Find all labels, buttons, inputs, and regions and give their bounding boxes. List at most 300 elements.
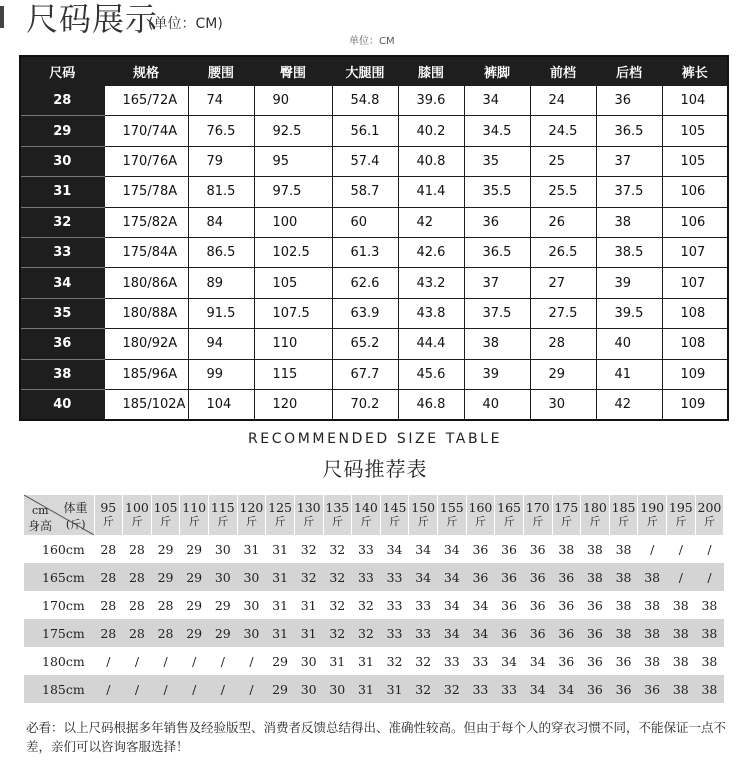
weight-col-header (380, 495, 409, 535)
recommend-cell: 34 (386, 541, 403, 557)
size-cell: 120 (254, 389, 332, 420)
recommend-cell: 33 (443, 653, 460, 669)
weight-col-header (552, 495, 581, 535)
recommend-cell: / (163, 653, 168, 669)
weight-value: 145 (382, 500, 407, 515)
size-cell: 40.8 (398, 146, 464, 176)
size-col-header: 规格 (104, 56, 188, 86)
size-cell: 37 (596, 146, 662, 176)
size-row-label: 31 (20, 177, 104, 207)
recommend-cell: 29 (209, 619, 238, 647)
recommend-cell: 34 (443, 541, 460, 557)
size-cell: 84 (188, 207, 254, 237)
size-cell: 99 (188, 359, 254, 389)
size-table (19, 55, 729, 421)
size-cell: 43.2 (398, 268, 464, 298)
weight-col-header (323, 495, 352, 535)
size-cell: 25.5 (530, 177, 596, 207)
size-col-header: 前档 (530, 56, 596, 86)
weight-value: 155 (439, 500, 464, 515)
size-row-label: 38 (20, 359, 104, 389)
recommend-cell: 31 (380, 675, 409, 703)
size-cell: 185/102A (104, 389, 188, 420)
size-cell: 38.5 (596, 237, 662, 267)
weight-unit: 斤 (245, 515, 257, 528)
size-cell: 42 (596, 389, 662, 420)
weight-col-header (237, 495, 266, 535)
recommend-cell: 33 (495, 675, 524, 703)
weight-col-header (94, 495, 123, 535)
height-label: 180cm (42, 653, 85, 669)
size-cell: 94 (188, 329, 254, 359)
recommend-cell: 38 (638, 619, 667, 647)
weight-value: 105 (153, 500, 178, 515)
recommend-cell: 34 (529, 653, 546, 669)
size-row-label: 33 (20, 237, 104, 267)
page-title: 尺码展示 (26, 0, 159, 38)
size-cell: 26.5 (530, 237, 596, 267)
recommend-cell: 32 (294, 563, 323, 591)
recommend-cell: 38 (558, 541, 575, 557)
size-cell: 36.5 (596, 116, 662, 146)
size-row-label: 34 (20, 268, 104, 298)
size-col-header: 臀围 (254, 56, 332, 86)
recommend-cell: / (192, 653, 197, 669)
size-cell: 115 (254, 359, 332, 389)
size-cell: 25 (530, 146, 596, 176)
size-cell: 91.5 (188, 298, 254, 328)
size-row-label: 36 (20, 329, 104, 359)
recommend-cell: 31 (243, 541, 260, 557)
recommend-cell: 31 (272, 597, 289, 613)
recommend-cell: 30 (300, 653, 317, 669)
size-cell: 105 (662, 146, 728, 176)
size-cell: 41 (596, 359, 662, 389)
weight-value: 185 (611, 500, 636, 515)
recommend-cell: 34 (438, 619, 467, 647)
size-table-row (20, 86, 728, 116)
size-table-row (20, 298, 728, 328)
weight-unit: 斤 (389, 515, 401, 528)
weight-unit: 斤 (646, 515, 658, 528)
recommend-row (24, 647, 724, 675)
weight-col-header (523, 495, 552, 535)
recommend-cell: / (94, 675, 123, 703)
recommend-cell: 31 (329, 653, 346, 669)
weight-value: 95 (100, 500, 117, 515)
size-cell: 24 (530, 86, 596, 116)
weight-value: 100 (125, 500, 149, 515)
weight-value: 195 (668, 500, 693, 515)
size-cell: 58.7 (332, 177, 398, 207)
size-table-row (20, 389, 728, 420)
weight-col-header (180, 495, 209, 535)
recommend-cell: 34 (415, 541, 432, 557)
recommend-cell: 29 (180, 563, 209, 591)
recommend-table (24, 495, 724, 703)
sub-unit-label: 单位：CM (349, 36, 395, 47)
recommend-cell: 32 (438, 675, 467, 703)
size-cell: 63.9 (332, 298, 398, 328)
recommend-cell: 36 (529, 597, 546, 613)
recommend-cell: 30 (323, 675, 352, 703)
recommend-cell: 36 (523, 619, 552, 647)
size-cell: 39 (596, 268, 662, 298)
recommend-cell: 30 (243, 597, 260, 613)
size-cell: 90 (254, 86, 332, 116)
recommend-cell: / (123, 675, 152, 703)
size-cell: 35 (464, 146, 530, 176)
recommend-cell: 38 (638, 563, 667, 591)
weight-col-header (209, 495, 238, 535)
size-cell: 106 (662, 207, 728, 237)
size-cell: 175/78A (104, 177, 188, 207)
size-row-label: 32 (20, 207, 104, 237)
recommend-cell: 30 (237, 619, 266, 647)
size-row-label: 40 (20, 389, 104, 420)
recommend-cell: / (678, 541, 683, 557)
recommend-cell: 31 (352, 675, 381, 703)
recommend-cell: 32 (409, 675, 438, 703)
recommend-cell: 32 (352, 619, 381, 647)
corner-cm-label: cm (32, 504, 49, 517)
weight-value: 130 (296, 500, 321, 515)
size-cell: 67.7 (332, 359, 398, 389)
weight-value: 135 (325, 500, 350, 515)
weight-value: 175 (554, 500, 579, 515)
size-cell: 40 (464, 389, 530, 420)
recommend-cell: 32 (323, 563, 352, 591)
weight-unit: 斤 (188, 515, 200, 528)
unit-label: (单位：CM) (148, 16, 223, 32)
weight-value: 190 (640, 500, 665, 515)
size-cell: 43.8 (398, 298, 464, 328)
weight-value: 150 (411, 500, 436, 515)
recommend-cell: 36 (466, 563, 495, 591)
size-cell: 104 (662, 86, 728, 116)
size-cell: 175/82A (104, 207, 188, 237)
size-cell: 56.1 (332, 116, 398, 146)
size-cell: 100 (254, 207, 332, 237)
recommend-row (24, 619, 724, 647)
recommend-cell: / (134, 653, 140, 669)
recommend-cell: 28 (100, 597, 117, 613)
weight-unit: 斤 (703, 515, 715, 528)
size-note: 必看：以上尺码根据多年销售及经验版型、消费者反馈总结得出、准确性较高。但由于每个人的穿衣习惯不同，不能保证一点不差，亲们可以咨询客服选择！ (26, 720, 727, 754)
recommend-cell: 29 (186, 597, 203, 613)
size-cell: 180/88A (104, 298, 188, 328)
recommend-cell: 30 (214, 541, 231, 557)
recommend-cell: 30 (237, 563, 266, 591)
recommend-cell: 34 (409, 563, 438, 591)
weight-unit: 斤 (417, 515, 429, 528)
size-table-row (20, 359, 728, 389)
weight-unit: 斤 (331, 515, 343, 528)
recommend-cell: 34 (443, 597, 460, 613)
size-cell: 26 (530, 207, 596, 237)
size-col-header: 尺码 (20, 56, 104, 86)
weight-value: 140 (354, 500, 378, 515)
weight-unit: 斤 (160, 515, 172, 528)
recommend-cell: 36 (501, 597, 518, 613)
recommend-cell: 34 (466, 619, 495, 647)
weight-value: 180 (583, 500, 607, 515)
recommend-cell: 32 (323, 619, 352, 647)
size-cell: 107 (662, 237, 728, 267)
size-cell: 110 (254, 329, 332, 359)
weight-value: 120 (239, 500, 264, 515)
page-header (0, 0, 750, 48)
weight-value: 115 (210, 500, 235, 515)
recommend-cell: 38 (609, 619, 638, 647)
size-cell: 36 (596, 86, 662, 116)
size-cell: 24.5 (530, 116, 596, 146)
size-row-label: 28 (20, 86, 104, 116)
weight-col-header (638, 495, 667, 535)
recommend-cell: 31 (357, 653, 374, 669)
corner-height-label: 身高 (28, 519, 53, 533)
recommend-cell: 38 (644, 597, 661, 613)
recommend-cell: 34 (501, 653, 518, 669)
recommend-cell: 38 (701, 597, 718, 613)
recommend-cell: 36 (586, 653, 603, 669)
height-label: 170cm (42, 597, 85, 613)
recommend-cell: / (650, 541, 655, 557)
recommend-cell: 36 (615, 653, 632, 669)
size-cell: 27 (530, 268, 596, 298)
size-table-row (20, 177, 728, 207)
height-label: 165cm (24, 563, 94, 591)
recommend-cell: 38 (615, 597, 632, 613)
size-table-header-row (20, 56, 728, 86)
recommend-cell: 28 (100, 541, 117, 557)
size-cell: 105 (662, 116, 728, 146)
recommend-cell: 32 (300, 541, 317, 557)
recommend-cell: / (237, 675, 266, 703)
size-table-row (20, 329, 728, 359)
recommend-cell: 38 (586, 541, 603, 557)
recommend-cell: 38 (615, 541, 632, 557)
weight-value: 160 (468, 500, 493, 515)
recommend-row (24, 591, 724, 619)
size-cell: 45.6 (398, 359, 464, 389)
weight-value: 165 (497, 500, 521, 515)
size-cell: 36 (464, 207, 530, 237)
recommend-cell: 29 (186, 541, 203, 557)
weight-unit: 斤 (560, 515, 572, 528)
weight-col-header (581, 495, 610, 535)
recommend-cell: 33 (380, 563, 409, 591)
size-cell: 44.4 (398, 329, 464, 359)
height-label: 175cm (24, 619, 94, 647)
recommend-cell: 34 (523, 675, 552, 703)
weight-unit: 斤 (675, 515, 687, 528)
size-table-row (20, 207, 728, 237)
size-cell: 28 (530, 329, 596, 359)
size-cell: 37.5 (464, 298, 530, 328)
size-cell: 65.2 (332, 329, 398, 359)
weight-unit: 斤 (360, 515, 372, 528)
recommend-cell: 36 (581, 619, 610, 647)
weight-value: 125 (268, 500, 292, 515)
recommend-cell: 38 (644, 653, 661, 669)
weight-col-header (667, 495, 696, 535)
size-cell: 39 (464, 359, 530, 389)
size-cell: 37.5 (596, 177, 662, 207)
weight-value: 110 (182, 500, 207, 515)
recommend-cell: 29 (180, 619, 209, 647)
recommend-cell: 38 (581, 563, 610, 591)
size-cell: 165/72A (104, 86, 188, 116)
size-cell: 37 (464, 268, 530, 298)
size-cell: 170/76A (104, 146, 188, 176)
size-cell: 97.5 (254, 177, 332, 207)
size-cell: 105 (254, 268, 332, 298)
recommend-cell: 33 (357, 541, 374, 557)
recommend-cell: 38 (695, 619, 724, 647)
size-cell: 109 (662, 359, 728, 389)
recommend-cell: 32 (329, 541, 346, 557)
size-col-header: 裤长 (662, 56, 728, 86)
recommend-cell: 31 (266, 563, 295, 591)
size-cell: 92.5 (254, 116, 332, 146)
recommend-cell: 38 (672, 597, 689, 613)
size-cell: 106 (662, 177, 728, 207)
size-cell: 35.5 (464, 177, 530, 207)
recommend-cell: 38 (667, 619, 696, 647)
weight-unit: 斤 (274, 515, 286, 528)
weight-unit: 斤 (503, 515, 515, 528)
recommend-cell: 36 (638, 675, 667, 703)
recommend-cell: 28 (128, 597, 145, 613)
size-cell: 104 (188, 389, 254, 420)
recommend-cell: 34 (472, 597, 489, 613)
size-cell: 38 (596, 207, 662, 237)
recommend-cell: / (209, 675, 238, 703)
size-col-header: 后档 (596, 56, 662, 86)
size-cell: 86.5 (188, 237, 254, 267)
recommend-cell: 36 (552, 563, 581, 591)
recommend-cell: / (106, 653, 111, 669)
recommend-cell: 28 (157, 597, 174, 613)
height-label: 160cm (42, 541, 85, 557)
recommend-cell: 32 (357, 597, 374, 613)
size-cell: 42.6 (398, 237, 464, 267)
recommend-cell: 31 (272, 541, 289, 557)
recommend-cell: / (151, 675, 180, 703)
size-cell: 70.2 (332, 389, 398, 420)
recommend-cell: 33 (386, 597, 403, 613)
recommend-cell: 28 (151, 619, 180, 647)
size-table-row (20, 116, 728, 146)
recommend-cell: 38 (609, 563, 638, 591)
size-cell: 27.5 (530, 298, 596, 328)
size-cell: 102.5 (254, 237, 332, 267)
recommend-cell: 32 (386, 653, 403, 669)
weight-col-header (294, 495, 323, 535)
recommend-title-en: RECOMMENDED SIZE TABLE (247, 431, 503, 447)
weight-col-header (266, 495, 295, 535)
size-cell: 74 (188, 86, 254, 116)
recommend-cell: 29 (157, 541, 174, 557)
recommend-cell: 36 (581, 675, 610, 703)
size-cell: 54.8 (332, 86, 398, 116)
weight-col-header (409, 495, 438, 535)
recommend-title-cn: 尺码推荐表 (322, 457, 428, 481)
recommend-cell: / (249, 653, 254, 669)
recommend-cell: 31 (266, 619, 295, 647)
recommend-cell: 36 (472, 541, 489, 557)
weight-unit: 斤 (217, 515, 229, 528)
size-cell: 41.4 (398, 177, 464, 207)
recommend-cell: 33 (415, 597, 432, 613)
recommend-cell: 28 (94, 619, 123, 647)
recommend-cell: 29 (151, 563, 180, 591)
size-cell: 107 (662, 268, 728, 298)
recommend-cell: 30 (294, 675, 323, 703)
weight-col-header (495, 495, 524, 535)
size-col-header: 裤脚 (464, 56, 530, 86)
weight-col-header (438, 495, 467, 535)
size-cell: 109 (662, 389, 728, 420)
size-cell: 81.5 (188, 177, 254, 207)
corner-jin-label: (斤) (65, 518, 86, 531)
height-label: 185cm (24, 675, 94, 703)
corner-cell (24, 495, 94, 535)
recommend-cell: 36 (609, 675, 638, 703)
size-cell: 108 (662, 298, 728, 328)
size-table-row (20, 237, 728, 267)
recommend-cell: 32 (329, 597, 346, 613)
recommend-cell: 38 (695, 675, 724, 703)
recommend-cell: / (667, 563, 696, 591)
recommend-cell: 36 (501, 541, 518, 557)
size-cell: 34.5 (464, 116, 530, 146)
size-cell: 108 (662, 329, 728, 359)
recommend-cell: 31 (294, 619, 323, 647)
recommend-cell: 33 (472, 653, 489, 669)
recommend-cell: / (707, 541, 712, 557)
size-cell: 61.3 (332, 237, 398, 267)
size-cell: 170/74A (104, 116, 188, 146)
size-cell: 180/92A (104, 329, 188, 359)
size-cell: 38 (464, 329, 530, 359)
recommend-cell: 29 (272, 653, 289, 669)
size-cell: 76.5 (188, 116, 254, 146)
size-cell: 34 (464, 86, 530, 116)
size-cell: 30 (530, 389, 596, 420)
corner-weight-label: 体重 (63, 501, 88, 515)
size-cell: 89 (188, 268, 254, 298)
size-col-header: 膝围 (398, 56, 464, 86)
recommend-cell: 29 (214, 597, 231, 613)
size-cell: 60 (332, 207, 398, 237)
recommend-cell: / (695, 563, 724, 591)
size-cell: 62.6 (332, 268, 398, 298)
weight-unit: 斤 (303, 515, 315, 528)
weight-unit: 斤 (102, 515, 114, 528)
recommend-header-row (24, 495, 724, 535)
recommend-cell: 33 (409, 619, 438, 647)
recommend-cell: 28 (94, 563, 123, 591)
size-row-label: 35 (20, 298, 104, 328)
weight-col-header (151, 495, 180, 535)
recommend-cell: 31 (300, 597, 317, 613)
size-cell: 79 (188, 146, 254, 176)
size-cell: 107.5 (254, 298, 332, 328)
recommend-cell: 33 (352, 563, 381, 591)
size-cell: 29 (530, 359, 596, 389)
